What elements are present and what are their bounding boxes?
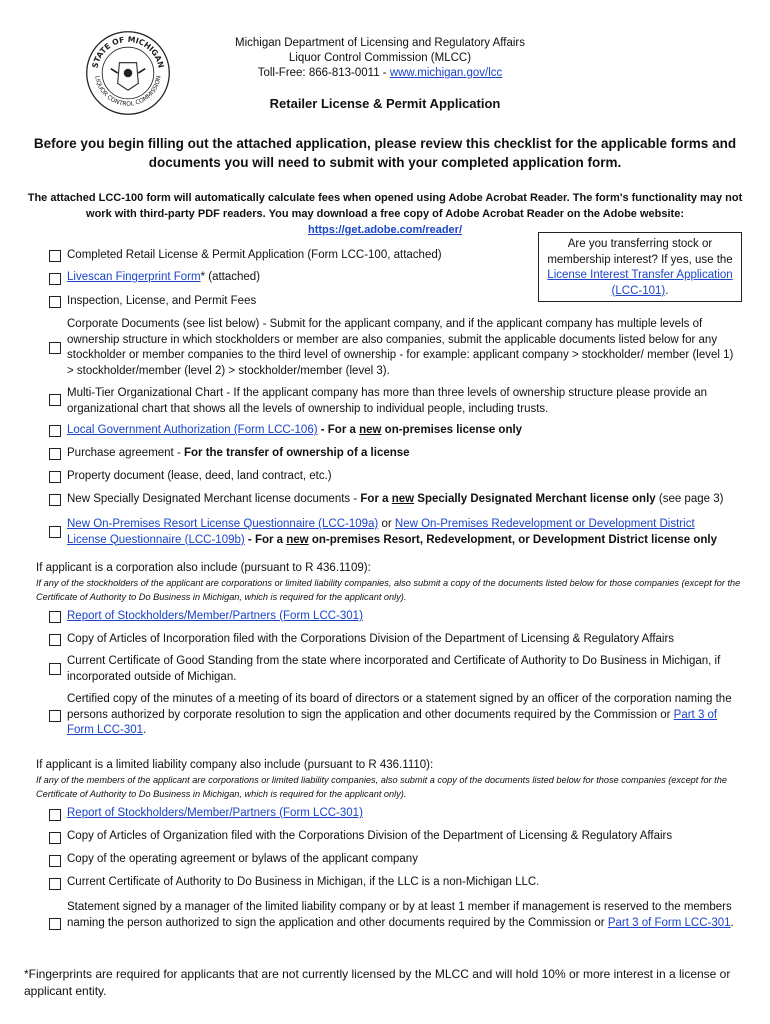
sdm-bold-a: For a	[360, 493, 392, 505]
local-government-link[interactable]: Local Government Authorization (Form LCC-106)	[67, 424, 318, 436]
pa-bold: For the transfer of ownership of a license	[183, 447, 410, 459]
corporation-note: If any of the stockholders of the applicant are corporations or limited liability companies, also submit a copy of the documents listed below for those companies (except for the Certificate of Authority to Do Business in Michigan, which is required for the applicant only).	[36, 578, 741, 602]
redevelopment-questionnaire-link-cont[interactable]: License Questionnaire (LCC-109b)	[67, 533, 245, 546]
checkbox-property-document[interactable]	[49, 471, 61, 483]
phone-number: Toll-Free: 866-813-0011 -	[257, 67, 390, 79]
acrobat-note-text: The attached LCC-100 form will automatically calculate fees when opened using Adobe Acrobat Reader. The form's functionality may not work with third-party PDF readers. You may download a free copy of Adobe Acrobat Reader on the Adobe website:	[27, 192, 743, 220]
checklist-item-sdm-documents	[67, 492, 723, 508]
corp-part3-link[interactable]: Part 3 of Form LCC-301	[67, 708, 718, 736]
checkbox-fingerprint-form[interactable]	[49, 273, 61, 285]
checkbox-fees[interactable]	[49, 296, 61, 308]
sdm-text: New Specially Designated Merchant license documents -	[67, 493, 361, 505]
corp-item-minutes	[67, 692, 739, 739]
llc-part3-link[interactable]: Part 3 of Form LCC-301	[607, 916, 731, 929]
license-interest-transfer-link[interactable]: License Interest Transfer Application (LCC-101)	[547, 269, 733, 297]
livescan-fingerprint-link[interactable]: Livescan Fingerprint Form	[67, 271, 201, 283]
acrobat-note	[20, 190, 750, 238]
checkbox-application-form[interactable]	[49, 250, 61, 262]
checkbox-purchase-agreement[interactable]	[49, 448, 61, 460]
page-title: Retailer License & Permit Application	[269, 96, 501, 111]
checkbox-corp-minutes[interactable]	[49, 710, 61, 722]
pa-text: Purchase agreement -	[67, 447, 184, 459]
llc-item-certificate: Current Certificate of Authority to Do Business in Michigan, if the LLC is a non-Michigan LLC.	[67, 876, 540, 888]
llc-item-articles: Copy of Articles of Organization filed with the Corporations Division of the Department of Licensing & Regulatory Affairs	[67, 830, 673, 842]
llc-report-stockholders-link[interactable]: Report of Stockholders/Member/Partners (Form LCC-301)	[67, 807, 363, 819]
checkbox-llc-stockholders-report[interactable]	[49, 809, 61, 821]
checkbox-local-government[interactable]	[49, 425, 61, 437]
checkbox-llc-statement[interactable]	[49, 918, 61, 930]
checklist-item-application: Completed Retail License & Permit Application (Form LCC-100, attached)	[67, 249, 442, 261]
checklist-item-property-document: Property document (lease, deed, land contract, etc.)	[67, 470, 332, 482]
sdm-page-ref: (see page 3)	[655, 493, 724, 505]
llc-note: If any of the members of the applicant are corporations or limited liability companies, also submit a copy of the documents listed below for those companies (except for the Certificate of Authority to Do Business in Michigan, which is required for the applicant only).	[36, 775, 727, 799]
checkbox-corporate-documents[interactable]	[49, 342, 61, 354]
llc-statement-text: Statement signed by a manager of the limited liability company or by at least 1 member if management is reserved to the members naming the person authorized to sign the application and other documents required by the Commission or	[67, 901, 732, 929]
lg-new: new	[359, 424, 382, 436]
llc-item-statement	[67, 900, 739, 931]
rq-new: new	[286, 533, 309, 546]
svg-text:LIQUOR CONTROL COMMISSION: LIQUOR CONTROL COMMISSION	[93, 75, 163, 108]
checklist-item-org-chart: Multi-Tier Organizational Chart - If the applicant company has more than three levels of ownership structure please provide an organizational chart that shows all the levels of ownership to individual people, including trusts.	[67, 387, 708, 415]
checkbox-llc-operating-agreement[interactable]	[49, 855, 61, 867]
adobe-reader-link[interactable]: https://get.adobe.com/reader/	[307, 224, 463, 236]
commission-name: Liquor Control Commission (MLCC)	[288, 52, 472, 64]
checklist-item-corporate-documents: Corporate Documents (see list below) - Submit for the applicant company, and if the applicant company has multiple levels of ownership structure in which stockholders or member are also companies, submit the applicable documents listed below for any stockholder or member companies to the third level of ownership - for example: applicant company > stockholder/ member (level 1) > stockholder/member (level 2) > stockholder/member (level 3).	[67, 318, 734, 377]
llc-item-stockholders-report	[67, 806, 363, 822]
checkbox-resort-questionnaire[interactable]	[49, 526, 61, 538]
intro-paragraph: Before you begin filling out the attached application, please review this checklist for the applicable forms and documents you will need to submit with your completed application form.	[33, 136, 737, 170]
checkbox-corp-good-standing[interactable]	[49, 663, 61, 675]
checklist-item-fingerprint	[67, 270, 260, 286]
checklist-item-purchase-agreement	[67, 446, 410, 462]
corp-report-stockholders-link[interactable]: Report of Stockholders/Member/Partners (Form LCC-301)	[67, 610, 363, 622]
corp-minutes-text: Certified copy of the minutes of a meeting of its board of directors or a statement signed by an officer of the corporation naming the persons authorized by corporate resolution to sign the application and other documents required by the Commission or	[67, 693, 732, 721]
rq-end: on-premises Resort, Redevelopment, or Development District license only	[308, 533, 717, 546]
corp-item-stockholders-report	[67, 609, 363, 625]
sdm-new: new	[391, 493, 415, 505]
stock-transfer-callout	[538, 232, 742, 302]
corp-item-good-standing: Current Certificate of Good Standing from the state where incorporated and Certificate of Authority to Do Business in Michigan, if incorporated outside of Michigan.	[67, 655, 721, 683]
llc-heading: If applicant is a limited liability company also include (pursuant to R 436.1110):	[36, 759, 434, 771]
callout-text: Are you transferring stock or membership interest? If yes, use the	[547, 238, 733, 266]
checkbox-llc-certificate[interactable]	[49, 878, 61, 890]
checklist-item-resort-questionnaire	[67, 517, 747, 548]
agency-name: Michigan Department of Licensing and Regulatory Affairs	[234, 37, 525, 49]
corp-minutes-end: .	[143, 724, 147, 736]
checkbox-org-chart[interactable]	[49, 394, 61, 406]
callout-end: .	[665, 284, 669, 297]
checklist-item-local-government	[67, 423, 522, 439]
lg-end: on-premises license only	[381, 424, 523, 436]
llc-statement-end: .	[730, 916, 734, 929]
fingerprint-suffix: * (attached)	[200, 271, 261, 283]
resort-questionnaire-link[interactable]: New On-Premises Resort License Questionnaire (LCC-109a)	[67, 518, 379, 530]
svg-text:STATE OF MICHIGAN: STATE OF MICHIGAN	[90, 34, 166, 69]
corporation-heading: If applicant is a corporation also include (pursuant to R 436.1109):	[36, 562, 371, 574]
checkbox-corp-articles[interactable]	[49, 634, 61, 646]
corp-item-articles: Copy of Articles of Incorporation filed with the Corporations Division of the Department of Licensing & Regulatory Affairs	[67, 633, 675, 645]
agency-website-link[interactable]: www.michigan.gov/lcc	[389, 67, 503, 79]
redevelopment-questionnaire-link[interactable]: New On-Premises Redevelopment or Development District	[394, 518, 695, 530]
checkbox-corp-stockholders-report[interactable]	[49, 611, 61, 623]
checklist-item-fees: Inspection, License, and Permit Fees	[67, 295, 257, 307]
llc-item-operating-agreement: Copy of the operating agreement or bylaws of the applicant company	[67, 853, 418, 865]
rq-mid: - For a	[244, 533, 287, 546]
checkbox-sdm-documents[interactable]	[49, 494, 61, 506]
rq-or: or	[378, 518, 395, 530]
checkbox-llc-articles[interactable]	[49, 832, 61, 844]
lg-mid: - For a	[317, 424, 360, 436]
sdm-bold-c: Specially Designated Merchant license only	[414, 493, 656, 505]
fingerprint-footnote: *Fingerprints are required for applicants that are not currently licensed by the MLCC and will hold 10% or more interest in a license or applicant entity.	[24, 967, 731, 998]
contact-line	[200, 66, 560, 81]
